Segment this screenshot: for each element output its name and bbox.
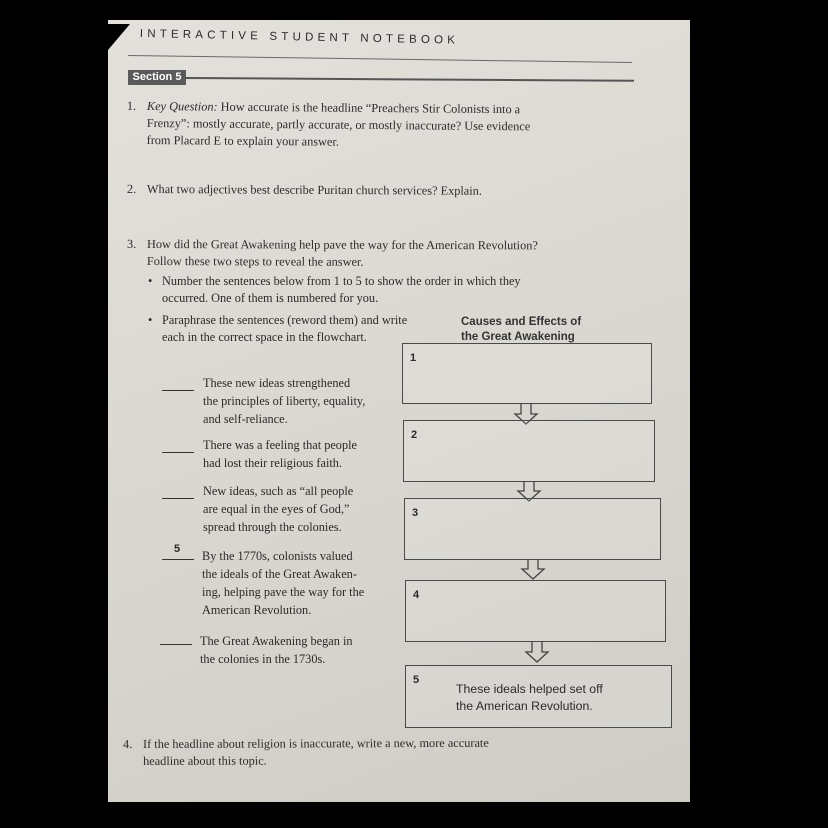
- sentence-line: and self-reliance.: [203, 412, 288, 426]
- sentence-line: had lost their religious faith.: [203, 456, 342, 470]
- question-text: How accurate is the headline “Preachers Stir Colonists into a: [220, 99, 521, 117]
- sentence-line: ing, helping pave the way for the: [202, 585, 365, 599]
- down-arrow-icon: [524, 641, 550, 663]
- page-corner: [108, 24, 130, 50]
- box-text-line: the American Revolution.: [456, 699, 593, 713]
- answer-blank[interactable]: [162, 498, 194, 499]
- notebook-header: INTERACTIVE STUDENT NOTEBOOK: [139, 28, 460, 47]
- flowchart-box-2[interactable]: [403, 420, 655, 482]
- question-text: Follow these two steps to reveal the answer.: [146, 253, 364, 269]
- flowchart-box-5: [405, 665, 672, 728]
- sentence-line: spread through the colonies.: [203, 520, 342, 534]
- key-question-label: Key Question:: [146, 98, 218, 114]
- box-number: 2: [411, 429, 418, 441]
- question-text: Frenzy”: mostly accurate, partly accurate, or mostly inaccurate? Use evidence: [146, 115, 531, 134]
- sentence-line: By the 1770s, colonists valued: [202, 549, 353, 563]
- box-number: 5: [413, 674, 420, 686]
- question-text: How did the Great Awakening help pave the way for the American Revolution?: [146, 237, 538, 253]
- answer-blank[interactable]: [162, 390, 194, 391]
- flowchart-title: [461, 315, 581, 345]
- box-number: 4: [413, 589, 420, 601]
- box-number: 1: [410, 352, 417, 364]
- bullet-text: occurred. One of them is numbered for you.: [162, 291, 379, 305]
- flowchart-box-1[interactable]: [402, 343, 652, 404]
- sentence-item: [202, 547, 392, 619]
- given-answer: 5: [174, 543, 181, 555]
- question-number: 4.: [123, 737, 133, 752]
- flowchart-box-3[interactable]: [404, 498, 661, 560]
- sentence-line: New ideas, such as “all people: [203, 484, 354, 498]
- sentence-line: the colonies in the 1730s.: [200, 652, 326, 666]
- flowchart-title-line: the Great Awakening: [461, 331, 575, 343]
- sentence-line: the ideals of the Great Awaken-: [202, 567, 357, 581]
- sentence-item: [203, 482, 393, 536]
- box-text: [456, 681, 603, 715]
- question-2: [126, 181, 482, 200]
- box-text-line: These ideals helped set off: [456, 682, 603, 696]
- bullet-text: each in the correct space in the flowchart.: [162, 330, 367, 344]
- question-4: [123, 735, 489, 770]
- flowchart-title-line: Causes and Effects of: [461, 316, 582, 328]
- question-text: What two adjectives best describe Puritan church services? Explain.: [146, 181, 482, 198]
- answer-blank[interactable]: [162, 559, 194, 560]
- question-text: If the headline about religion is inaccurate, write a new, more accurate: [143, 735, 489, 751]
- box-number: 3: [412, 507, 419, 519]
- down-arrow-icon: [520, 558, 546, 580]
- question-1: [126, 98, 531, 152]
- question-number: 1.: [126, 98, 137, 113]
- question-text: headline about this topic.: [143, 753, 267, 768]
- sentence-item: [203, 436, 393, 472]
- question-number: 2.: [126, 181, 137, 196]
- sentence-item: [203, 374, 393, 428]
- section-badge: Section 5: [128, 70, 186, 85]
- sentence-line: the principles of liberty, equality,: [203, 394, 366, 408]
- bullet-text: Number the sentences below from 1 to 5 to show the order in which they: [162, 274, 521, 288]
- bullet-text: Paraphrase the sentences (reword them) and write: [162, 313, 408, 327]
- answer-blank[interactable]: [160, 644, 192, 645]
- answer-blank[interactable]: [162, 452, 194, 453]
- instruction-bullet-1: • Number the sentences below from 1 to 5 to show the order in which they occurred. One of them is numbered for you.: [148, 274, 521, 305]
- sentence-line: These new ideas strengthened: [203, 376, 351, 390]
- flowchart-box-4[interactable]: [405, 580, 666, 642]
- question-number: 3.: [126, 236, 137, 251]
- sentence-item: [200, 632, 390, 668]
- question-3: [126, 236, 538, 271]
- sentence-line: are equal in the eyes of God,”: [203, 502, 350, 516]
- sentence-line: There was a feeling that people: [203, 438, 357, 452]
- instruction-bullet-2: • Paraphrase the sentences (reword them) and write each in the correct space in the flowchart.: [148, 313, 408, 344]
- sentence-line: American Revolution.: [202, 603, 312, 617]
- sentence-line: The Great Awakening began in: [200, 634, 353, 648]
- question-text: from Placard E to explain your answer.: [146, 132, 339, 149]
